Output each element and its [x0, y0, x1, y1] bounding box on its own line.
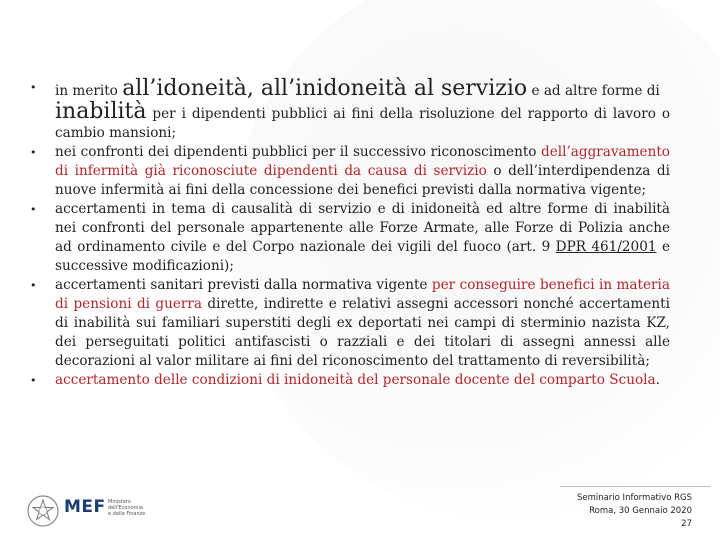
- bullet-icon: •: [30, 81, 37, 94]
- list-item: [30, 78, 670, 143]
- mef-logo-subtitle: Ministero dell'Economia e delle Finanze: [108, 499, 146, 517]
- text: e successive modificazioni);: [55, 239, 670, 274]
- footer-seminar: Seminario Informativo RGS: [576, 493, 692, 503]
- text: accertamenti in tema di causalità di servizio e di inidoneità ed altre forme di inabilità nei confronti del personale appartenente alle Forze Armate, alle Forze di Polizia anche ad ordinamento civile e del Corpo nazionale dei vigili del fuoco (art. 9: [55, 201, 670, 255]
- text: per i dipendenti pubblici ai fini della risoluzione del rapporto di lavoro o cambio mansioni;: [55, 106, 670, 141]
- list-item: [30, 276, 670, 371]
- bullet-icon: •: [30, 203, 37, 216]
- text-large: all’idoneità, all’inidoneità al servizio: [122, 76, 528, 101]
- bullet-icon: •: [30, 374, 37, 387]
- dpr-link[interactable]: DPR 461/2001: [555, 239, 657, 255]
- text: e ad altre forme di: [527, 83, 660, 99]
- text: .: [655, 372, 660, 388]
- text: nei confronti dei dipendenti pubblici per il successivo riconoscimento: [55, 144, 541, 160]
- mef-logo-text: MEF: [64, 497, 106, 517]
- footer-date: Roma, 30 Gennaio 2020: [589, 506, 692, 516]
- bullet-list: [30, 78, 670, 390]
- list-item: [30, 200, 670, 276]
- list-item: [30, 371, 670, 390]
- mef-logo: [64, 497, 146, 517]
- bullet-icon: •: [30, 279, 37, 292]
- text: in merito: [55, 83, 123, 99]
- republic-emblem-icon: [26, 494, 60, 528]
- footer-divider: [560, 486, 710, 487]
- footer: [577, 492, 692, 531]
- highlighted-text: dell’aggravamento di infermità già riconosciute dipendenti da causa di servizio: [55, 144, 670, 179]
- bullet-icon: •: [30, 146, 37, 159]
- text: o dell’interdipendenza di nuove infermità ai fini della concessione dei benefici previsti dalla normativa vigente;: [55, 163, 670, 198]
- list-item: [30, 143, 670, 200]
- highlighted-text: accertamento delle condizioni di inidoneità del personale docente del comparto Scuola: [55, 372, 656, 388]
- text: accertamenti sanitari previsti dalla normativa vigente: [55, 277, 432, 293]
- text-large: inabilità: [55, 99, 147, 124]
- text: dirette, indirette e relativi assegni accessori nonché accertamenti di inabilità sui familiari superstiti degli ex deportati nei campi di sterminio nazista KZ, dei perseguitati politici antifascisti o razziali e dei titolari di assegni annessi alle decorazioni al valor militare ai fini del riconoscimento del trattamento di reversibilità;: [55, 296, 670, 369]
- highlighted-text: per conseguire benefici in materia di pensioni di guerra: [55, 277, 670, 312]
- page-number: 27: [681, 519, 692, 529]
